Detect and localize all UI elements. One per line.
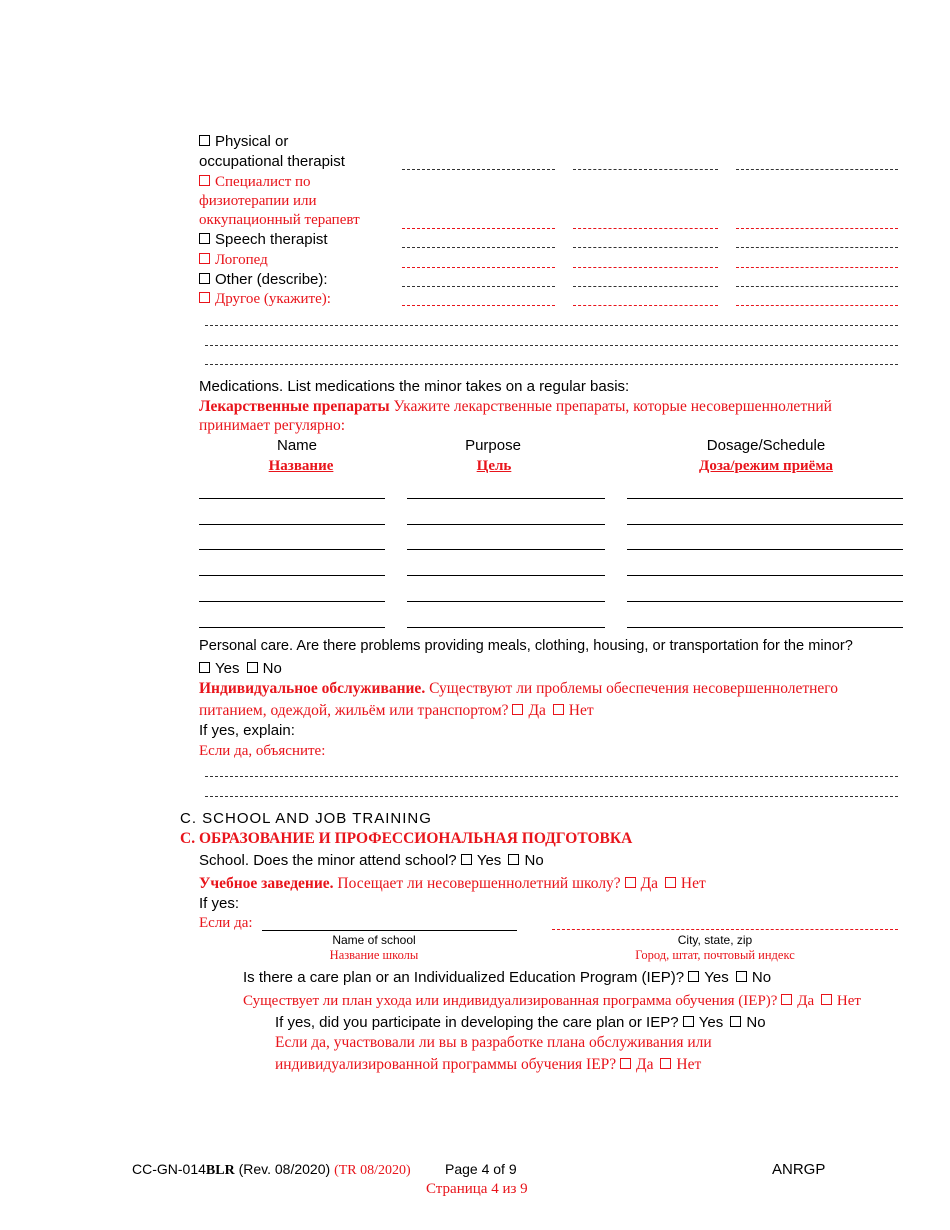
participate-ru-yes-checkbox[interactable]	[620, 1058, 631, 1069]
iep-ru-no-label: Нет	[836, 993, 861, 1009]
speech-therapist-ru-row	[199, 251, 268, 269]
speech-ru-field-3[interactable]	[736, 267, 898, 268]
other-ru-field-1[interactable]	[402, 305, 555, 306]
personal-care-question-en: Personal care. Are there problems providing meals, clothing, housing, or transportation for the minor?	[199, 638, 853, 654]
iep-yes-checkbox[interactable]	[688, 971, 699, 982]
school-question-ru-row	[199, 875, 706, 893]
personal-care-ru-no-label: Нет	[568, 702, 594, 719]
med-dosage-line-3[interactable]	[627, 549, 903, 550]
other-ru-field-2[interactable]	[573, 305, 718, 306]
school-question-ru-rest: Посещает ли несовершеннолетний школу?	[333, 875, 621, 892]
med-name-line-4[interactable]	[199, 575, 385, 576]
med-purpose-line-5[interactable]	[407, 601, 605, 602]
speech-therapist-ru-checkbox[interactable]	[199, 253, 210, 264]
other-ru-checkbox[interactable]	[199, 292, 210, 303]
footer-form-id	[132, 1160, 411, 1180]
iep-ru-yes-label: Да	[797, 993, 815, 1009]
personal-care-question-ru-line2	[199, 702, 594, 720]
school-if-yes-ru: Если да:	[199, 915, 253, 931]
iep-no-checkbox[interactable]	[736, 971, 747, 982]
iep-ru-no-checkbox[interactable]	[821, 994, 832, 1005]
school-name-caption-ru: Название школы	[329, 948, 419, 962]
participate-question-ru-2: индивидуализированной программы обучения IEP?	[275, 1056, 617, 1073]
other-label-ru: Другое (укажите):	[215, 291, 331, 307]
personal-care-question-ru-rest: Существуют ли проблемы обеспечения несовершеннолетнего	[425, 680, 839, 697]
medications-intro-ru	[199, 398, 832, 416]
city-caption-ru: Город, штат, почтовый индекс	[635, 948, 795, 962]
physical-ru-field-3[interactable]	[736, 228, 898, 229]
col-name-en: Name	[276, 437, 317, 454]
personal-care-question-ru	[199, 680, 838, 698]
school-ru-yes-label: Да	[640, 875, 659, 892]
med-purpose-line-4[interactable]	[407, 575, 605, 576]
med-name-line-5[interactable]	[199, 601, 385, 602]
school-ru-no-checkbox[interactable]	[665, 877, 676, 888]
speech-ru-field-2[interactable]	[573, 267, 718, 268]
medications-intro-ru-bold: Лекарственные препараты	[199, 398, 390, 415]
speech-field-3[interactable]	[736, 247, 898, 248]
iep-question-ru: Существует ли план ухода или индивидуализированная программа обучения (IEP)?	[243, 993, 778, 1009]
med-name-line-1[interactable]	[199, 498, 385, 499]
personal-care-ru-yes-label: Да	[528, 702, 546, 719]
med-dosage-line-5[interactable]	[627, 601, 903, 602]
other-ru-row	[199, 290, 331, 308]
med-dosage-line-2[interactable]	[627, 524, 903, 525]
school-question-en-row	[199, 852, 544, 870]
school-no-checkbox[interactable]	[508, 854, 519, 865]
participate-yes-label: Yes	[698, 1014, 724, 1031]
other-row	[199, 271, 328, 289]
med-name-line-3[interactable]	[199, 549, 385, 550]
footer-page-en: Page 4 of 9	[445, 1161, 517, 1177]
col-name-ru: Название	[268, 458, 334, 474]
med-purpose-line-2[interactable]	[407, 524, 605, 525]
speech-field-2[interactable]	[573, 247, 718, 248]
section-c-heading-en: C. SCHOOL AND JOB TRAINING	[180, 810, 432, 827]
speech-therapist-label-ru: Логопед	[215, 252, 268, 268]
physical-field-2[interactable]	[573, 169, 718, 170]
participate-ru-no-checkbox[interactable]	[660, 1058, 671, 1069]
physical-therapist-ru-row	[199, 173, 311, 191]
school-name-caption-en: Name of school	[332, 933, 416, 947]
physical-ru-field-1[interactable]	[402, 228, 555, 229]
participate-ru-yes-label: Да	[636, 1056, 654, 1073]
personal-care-explain-line-2[interactable]	[205, 796, 898, 797]
personal-care-explain-line-1[interactable]	[205, 776, 898, 777]
physical-therapist-label-ru-1: Специалист по	[215, 174, 311, 190]
school-no-label: No	[524, 852, 544, 869]
other-ru-field-3[interactable]	[736, 305, 898, 306]
physical-therapist-ru-checkbox[interactable]	[199, 175, 210, 186]
personal-care-yes-label: Yes	[215, 660, 240, 677]
medications-intro-en: Medications. List medications the minor takes on a regular basis:	[199, 378, 630, 395]
other-field-1[interactable]	[402, 286, 555, 287]
participate-ru-no-label: Нет	[676, 1056, 702, 1073]
footer-page-ru: Страница 4 из 9	[426, 1181, 528, 1197]
participate-no-label: No	[746, 1014, 766, 1031]
school-name-field[interactable]	[262, 930, 517, 931]
personal-care-ru-yes-checkbox[interactable]	[512, 704, 523, 715]
speech-ru-field-1[interactable]	[402, 267, 555, 268]
physical-therapist-label-ru-3: оккупационный терапевт	[199, 212, 360, 228]
medications-intro-ru-line2: принимает регулярно:	[199, 417, 346, 434]
school-ru-no-label: Нет	[680, 875, 706, 892]
med-name-line-6[interactable]	[199, 627, 385, 628]
participate-question-en: If yes, did you participate in developing the care plan or IEP?	[275, 1014, 679, 1031]
physical-field-1[interactable]	[402, 169, 555, 170]
section-c-heading-ru: С. ОБРАЗОВАНИЕ И ПРОФЕССИОНАЛЬНАЯ ПОДГОТОВКА	[180, 830, 633, 847]
personal-care-no-checkbox[interactable]	[247, 662, 258, 673]
personal-care-explain-en: If yes, explain:	[199, 722, 295, 739]
med-dosage-line-4[interactable]	[627, 575, 903, 576]
speech-therapist-row	[199, 231, 328, 249]
physical-field-3[interactable]	[736, 169, 898, 170]
school-yes-checkbox[interactable]	[461, 854, 472, 865]
personal-care-yes-no-en	[199, 660, 282, 678]
iep-question-en: Is there a care plan or an Individualized Education Program (IEP)?	[243, 969, 685, 986]
other-describe-line-2[interactable]	[205, 345, 898, 346]
school-yes-label: Yes	[476, 852, 502, 869]
personal-care-ru-no-checkbox[interactable]	[553, 704, 564, 715]
speech-therapist-label-en: Speech therapist	[215, 231, 328, 248]
school-if-yes-en: If yes:	[199, 895, 240, 912]
med-name-line-2[interactable]	[199, 524, 385, 525]
medications-intro-ru-rest: Укажите лекарственные препараты, которые несовершеннолетний	[389, 398, 832, 415]
footer-form-suffix: BLR	[205, 1163, 235, 1178]
participate-no-checkbox[interactable]	[730, 1016, 741, 1027]
speech-therapist-checkbox[interactable]	[199, 233, 210, 244]
other-field-3[interactable]	[736, 286, 898, 287]
med-purpose-line-1[interactable]	[407, 498, 605, 499]
school-city-field[interactable]	[552, 929, 898, 930]
other-describe-line-1[interactable]	[205, 325, 898, 326]
other-describe-line-3[interactable]	[205, 364, 898, 365]
personal-care-explain-ru: Если да, объясните:	[199, 743, 326, 759]
med-dosage-line-6[interactable]	[627, 627, 903, 628]
city-caption-en: City, state, zip	[677, 933, 753, 947]
footer-tr: (TR 08/2020)	[334, 1163, 411, 1178]
footer-rev: (Rev. 08/2020)	[234, 1161, 335, 1177]
med-purpose-line-3[interactable]	[407, 549, 605, 550]
physical-ru-field-2[interactable]	[573, 228, 718, 229]
participate-question-ru-row-2	[275, 1056, 701, 1074]
iep-ru-yes-checkbox[interactable]	[781, 994, 792, 1005]
personal-care-question-ru-bold: Индивидуальное обслуживание.	[199, 680, 426, 697]
personal-care-question-ru-line2-text: питанием, одеждой, жильём или транспортом?	[199, 702, 509, 719]
participate-question-en-row	[275, 1014, 766, 1032]
col-purpose-en: Purpose	[465, 437, 521, 454]
personal-care-yes-checkbox[interactable]	[199, 662, 210, 673]
physical-therapist-label-en-2: occupational therapist	[199, 153, 345, 170]
physical-therapist-checkbox[interactable]	[199, 135, 210, 146]
footer-right-code: ANRGP	[772, 1161, 826, 1178]
personal-care-no-label: No	[262, 660, 282, 677]
med-dosage-line-1[interactable]	[627, 498, 903, 499]
med-purpose-line-6[interactable]	[407, 627, 605, 628]
other-field-2[interactable]	[573, 286, 718, 287]
participate-question-ru-1: Если да, участвовали ли вы в разработке плана обслуживания или	[275, 1034, 712, 1051]
physical-therapist-checkbox-row	[199, 133, 288, 151]
school-ru-yes-checkbox[interactable]	[625, 877, 636, 888]
other-checkbox[interactable]	[199, 273, 210, 284]
col-dosage-ru: Доза/режим приёма	[699, 458, 833, 474]
col-purpose-ru: Цель	[476, 458, 512, 474]
other-label-en: Other (describe):	[215, 271, 328, 288]
participate-yes-checkbox[interactable]	[683, 1016, 694, 1027]
physical-therapist-label-ru-2: физиотерапии или	[199, 193, 317, 209]
physical-therapist-label-en-1: Physical or	[215, 133, 289, 150]
col-dosage-en: Dosage/Schedule	[706, 437, 826, 454]
school-question-en: School. Does the minor attend school?	[199, 852, 457, 869]
speech-field-1[interactable]	[402, 247, 555, 248]
iep-yes-label: Yes	[704, 969, 729, 986]
iep-no-label: No	[751, 969, 772, 986]
footer-form-code: CC-GN-014	[132, 1161, 206, 1177]
iep-question-ru-row	[243, 992, 861, 1010]
school-question-ru-bold: Учебное заведение.	[199, 875, 334, 892]
iep-question-en-row	[243, 969, 771, 987]
